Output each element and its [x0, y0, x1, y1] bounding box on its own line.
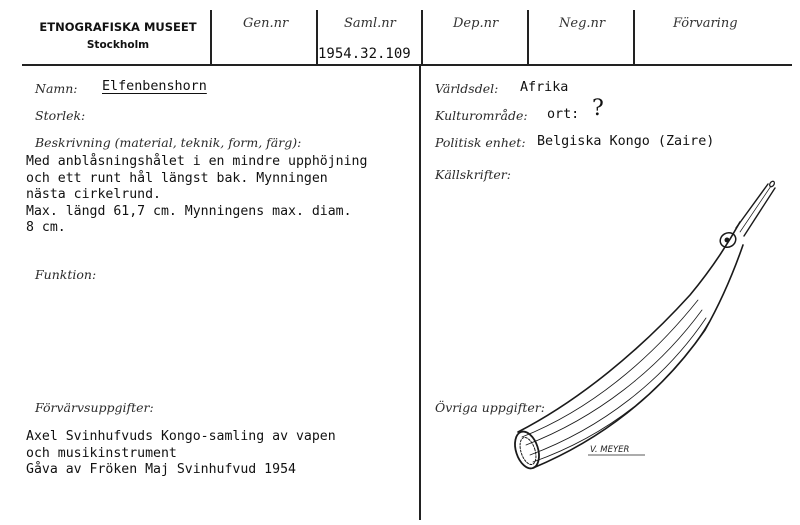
- kallskrifter-label: Källskrifter:: [435, 167, 511, 182]
- beskrivning-line: nästa cirkelrund.: [26, 187, 161, 202]
- dep-nr-label: Dep.nr: [453, 16, 499, 31]
- gen-nr-label: Gen.nr: [243, 16, 289, 31]
- varldsdel-value: Afrika: [520, 80, 569, 95]
- forvarv-line: och musikinstrument: [26, 445, 177, 461]
- forvaring-label: Förvaring: [673, 16, 738, 31]
- beskrivning-line: 8 cm.: [26, 220, 66, 235]
- saml-nr-label: Saml.nr: [344, 16, 396, 31]
- beskrivning-line: Max. längd 61,7 cm. Mynningens max. diam.: [26, 203, 352, 219]
- namn-label: Namn:: [35, 81, 78, 96]
- artist-signature: V. MEYER: [590, 445, 630, 455]
- politisk-value: Belgiska Kongo (Zaire): [537, 134, 715, 149]
- forvarv-label: Förvärvsuppgifter:: [35, 400, 154, 415]
- namn-value: Elfenbenshorn: [102, 79, 207, 94]
- storlek-label: Storlek:: [35, 108, 86, 123]
- kulturomrade-label: Kulturområde:: [435, 108, 528, 123]
- neg-nr-label: Neg.nr: [559, 16, 606, 31]
- museum-name: ETNOGRAFISKA MUSEET: [39, 20, 197, 34]
- horn-tip: [736, 184, 775, 236]
- kulturomrade-value: ort:: [547, 107, 580, 122]
- forvarv-line: Gåva av Fröken Maj Svinhufvud 1954: [26, 462, 296, 477]
- saml-nr-value: 1954.32.109: [318, 46, 411, 62]
- beskrivning-label: Beskrivning (material, teknik, form, färg):: [35, 135, 302, 150]
- forvarv-line: Axel Svinhufvuds Kongo-samling av vapen: [26, 429, 336, 444]
- funktion-label: Funktion:: [35, 267, 97, 282]
- varldsdel-label: Världsdel:: [435, 81, 499, 96]
- question-mark: ?: [592, 96, 604, 121]
- politisk-label: Politisk enhet:: [435, 135, 526, 150]
- horn-outline-bottom: [533, 245, 743, 468]
- beskrivning-line: och ett runt hål längst bak. Mynningen: [26, 170, 328, 186]
- museum-city: Stockholm: [86, 39, 150, 51]
- beskrivning-line: Med anblåsningshålet i en mindre upphöjning: [26, 154, 368, 169]
- ovriga-label: Övriga uppgifter:: [435, 400, 545, 415]
